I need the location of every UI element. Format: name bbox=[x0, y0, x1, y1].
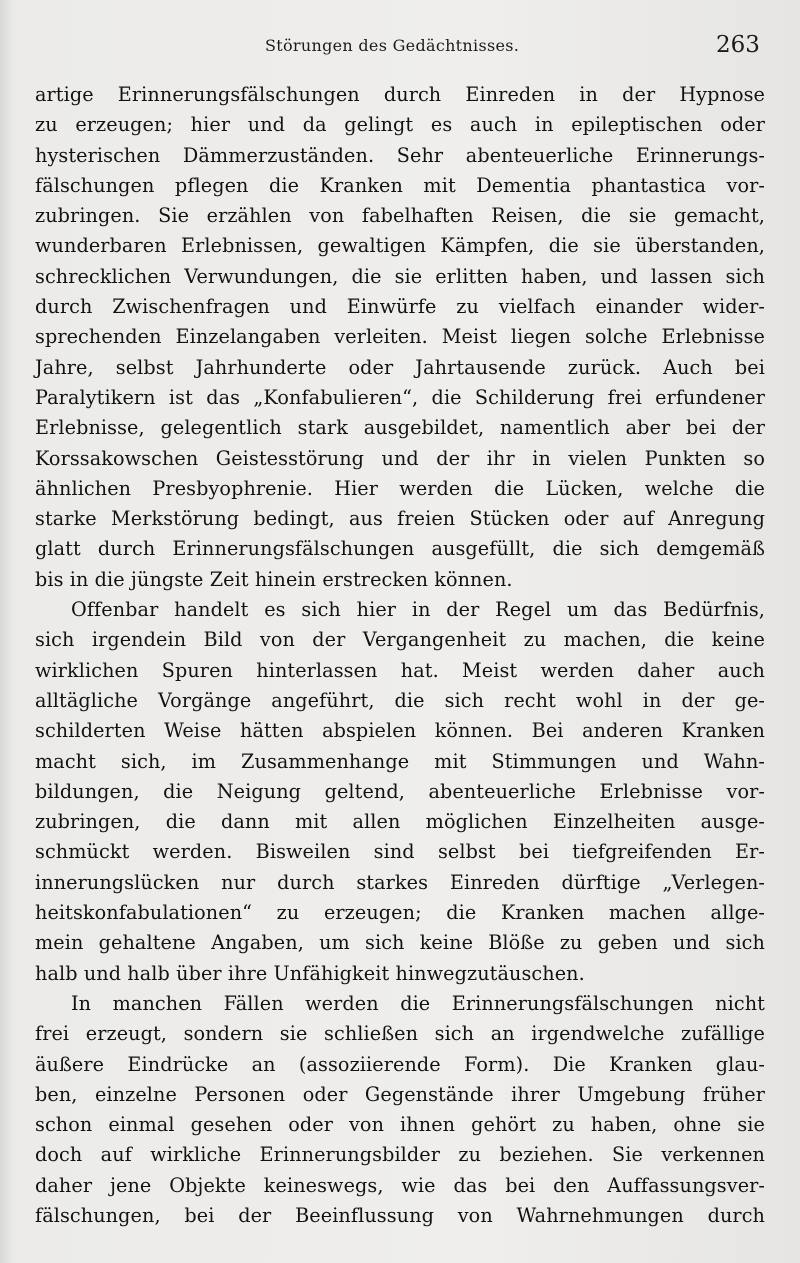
text-line: glatt durch Erinnerungsfälschungen ausgefüllt, die sich demgemäß bbox=[35, 537, 765, 561]
text-line: bildungen, die Neigung geltend, abenteuerliche Erlebnisse vor- bbox=[35, 779, 765, 803]
text-line: Paralytikern ist das „Konfabulieren“, die Schilderung frei erfundener bbox=[35, 385, 765, 409]
text-line: bis in die jüngste Zeit hinein erstrecken können. bbox=[35, 567, 513, 591]
text-line: ähnlichen Presbyophrenie. Hier werden die Lücken, welche die bbox=[35, 476, 765, 500]
text-line: daher jene Objekte keineswegs, wie das bei den Auffassungsver- bbox=[35, 1173, 765, 1197]
text-line: doch auf wirkliche Erinnerungsbilder zu beziehen. Sie verkennen bbox=[35, 1143, 765, 1167]
text-line: fälschungen pflegen die Kranken mit Dementia phantastica vor- bbox=[35, 173, 765, 197]
text-line: mein gehaltene Angaben, um sich keine Blöße zu geben und sich bbox=[35, 931, 765, 955]
text-line: halb und halb über ihre Unfähigkeit hinwegzutäuschen. bbox=[35, 961, 585, 985]
text-line: sich irgendein Bild von der Vergangenheit zu machen, die keine bbox=[35, 628, 765, 652]
text-line: schrecklichen Verwundungen, die sie erlitten haben, und lassen sich bbox=[35, 264, 765, 288]
text-line: fälschungen, bei der Beeinflussung von Wahrnehmungen durch bbox=[35, 1203, 765, 1227]
text-line: Offenbar handelt es sich hier in der Regel um das Bedürfnis, bbox=[71, 598, 765, 622]
text-line: artige Erinnerungsfälschungen durch Einreden in der Hypnose bbox=[35, 83, 765, 106]
text-line: zubringen. Sie erzählen von fabelhaften Reisen, die sie gemacht, bbox=[35, 204, 765, 228]
page-number: 263 bbox=[716, 32, 760, 58]
text-line: sprechenden Einzelangaben verleiten. Meist liegen solche Erlebnisse bbox=[35, 325, 765, 349]
text-line: zubringen, die dann mit allen möglichen Einzelheiten ausge- bbox=[35, 810, 765, 834]
text-line: heitskonfabulationen“ zu erzeugen; die Kranken machen allge- bbox=[35, 901, 765, 925]
text-line: schmückt werden. Bisweilen sind selbst bei tiefgreifenden Er- bbox=[35, 840, 765, 864]
text-line: Erlebnisse, gelegentlich stark ausgebildet, namentlich aber bei der bbox=[35, 416, 765, 440]
text-line: wunderbaren Erlebnissen, gewaltigen Kämpfen, die sie überstanden, bbox=[35, 234, 765, 258]
body-text bbox=[35, 80, 765, 1231]
text-line: wirklichen Spuren hinterlassen hat. Meist werden daher auch bbox=[35, 658, 765, 682]
text-line: alltägliche Vorgänge angeführt, die sich recht wohl in der ge- bbox=[35, 688, 765, 712]
text-line: Jahre, selbst Jahrhunderte oder Jahrtausende zurück. Auch bei bbox=[35, 355, 765, 379]
text-line: Korssakowschen Geistesstörung und der ihr in vielen Punkten so bbox=[35, 446, 765, 470]
text-line: äußere Eindrücke an (assoziierende Form). Die Kranken glau- bbox=[35, 1052, 765, 1076]
text-line: starke Merkstörung bedingt, aus freien Stücken oder auf Anregung bbox=[35, 507, 765, 531]
text-line: ben, einzelne Personen oder Gegenstände ihrer Umgebung früher bbox=[35, 1082, 765, 1106]
text-line: hysterischen Dämmerzuständen. Sehr abenteuerliche Erinnerungs- bbox=[35, 143, 765, 167]
page-header bbox=[0, 30, 800, 64]
running-title: Störungen des Gedächtnisses. bbox=[265, 36, 520, 55]
text-line: schon einmal gesehen oder von ihnen gehört zu haben, ohne sie bbox=[35, 1113, 765, 1137]
text-line: In manchen Fällen werden die Erinnerungsfälschungen nicht bbox=[71, 991, 765, 1015]
text-line: schilderten Weise hätten abspielen können. Bei anderen Kranken bbox=[35, 719, 765, 743]
text-line: zu erzeugen; hier und da gelingt es auch in epileptischen oder bbox=[35, 113, 765, 137]
text-line: innerungslücken nur durch starkes Einreden dürftige „Verlegen- bbox=[35, 870, 765, 894]
text-line: durch Zwischenfragen und Einwürfe zu vielfach einander wider- bbox=[35, 295, 765, 319]
text-line: macht sich, im Zusammenhange mit Stimmungen und Wahn- bbox=[35, 749, 765, 773]
text-line: frei erzeugt, sondern sie schließen sich an irgendwelche zufällige bbox=[35, 1022, 765, 1046]
